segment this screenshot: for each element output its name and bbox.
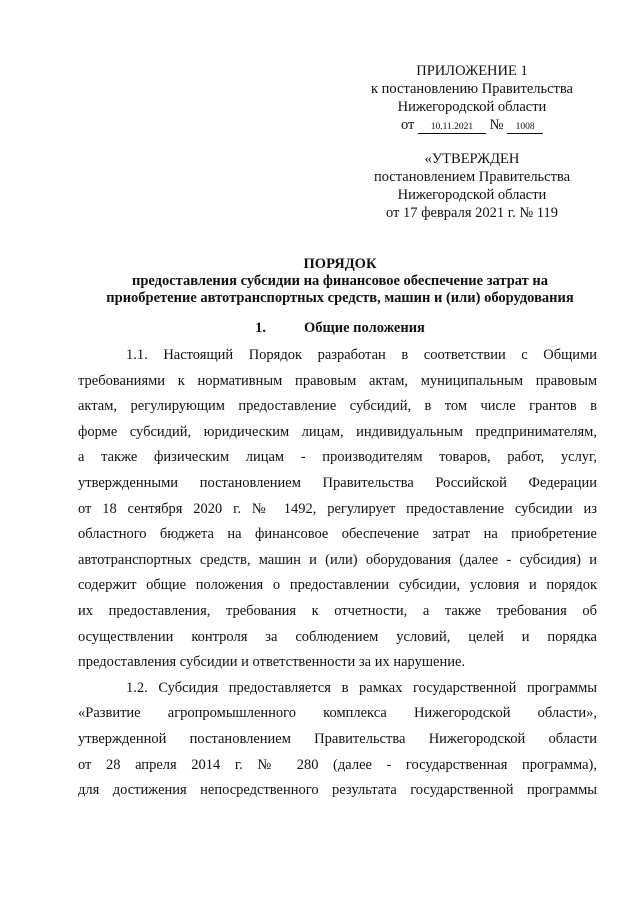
approved-line-2: постановлением Правительства: [373, 169, 571, 185]
paragraph-line: от 18 сентября 2020 г. № 1492, регулирует предоставление субсидии из: [78, 500, 597, 517]
appendix-line-3: Нижегородской области: [397, 99, 547, 115]
section-number: 1.: [255, 320, 266, 336]
paragraph-line: содержит общие положения о предоставлении субсидии, условия и порядок: [78, 577, 597, 594]
paragraph-1-1: [78, 343, 597, 676]
paragraph-line: «Развитие агропромышленного комплекса Нижегородской области»,: [78, 705, 597, 722]
resolution-number: 1008: [507, 121, 543, 134]
title-line-3: приобретение автотранспортных средств, машин и (или) оборудования: [106, 290, 574, 306]
resolution-date: 10.11.2021: [418, 121, 486, 134]
from-label: от: [400, 117, 415, 133]
appendix-header: [352, 62, 592, 134]
paragraph-line: утвержденными постановлением Правительства Российской Федерации: [78, 474, 597, 491]
paragraph-line: утвержденной постановлением Правительства Нижегородской области: [78, 730, 597, 747]
paragraph-line: осуществлении контроля за соблюдением условий, целей и порядка: [78, 628, 597, 645]
paragraph-line: областного бюджета на финансовое обеспечение затрат на приобретение: [78, 526, 597, 543]
paragraph-line: автотранспортных средств, машин и (или) оборудования (далее - субсидия) и: [78, 551, 597, 568]
paragraph-line: их предоставления, требования к отчетности, а также требования об: [78, 602, 597, 619]
paragraph-line: а также физическим лицам - производителям товаров, работ, услуг,: [78, 449, 597, 466]
body-text: [78, 343, 597, 804]
section-title: Общие положения: [303, 320, 425, 336]
paragraph-1-2: [78, 676, 597, 804]
approved-line-3: Нижегородской области: [397, 187, 547, 203]
number-sign: №: [489, 117, 504, 133]
document-title: [70, 256, 610, 307]
appendix-line-2: к постановлению Правительства: [371, 81, 573, 97]
appendix-title: ПРИЛОЖЕНИЕ 1: [416, 63, 528, 79]
paragraph-line: от 28 апреля 2014 г. № 280 (далее - государственная программа),: [78, 756, 597, 773]
approval-stamp-text: [352, 150, 592, 222]
paragraph-line: предоставления субсидии и ответственности за их нарушение.: [78, 654, 466, 671]
paragraph-line: 1.1. Настоящий Порядок разработан в соответствии с Общими: [126, 347, 597, 363]
paragraph-line: для достижения непосредственного результата государственной программы: [78, 782, 597, 799]
title-line-1: ПОРЯДОК: [303, 256, 377, 272]
title-line-2: предоставления субсидии на финансовое обеспечение затрат на: [131, 273, 549, 289]
paragraph-line: требованиями к нормативным правовым актам, муниципальным правовым: [78, 372, 597, 389]
approved-line-4: от 17 февраля 2021 г. № 119: [385, 205, 559, 221]
paragraph-line: форме субсидий, юридическим лицам, индивидуальным предпринимателям,: [78, 423, 597, 440]
approved-line-1: «УТВЕРЖДЕН: [424, 151, 520, 167]
paragraph-line: 1.2. Субсидия предоставляется в рамках государственной программы: [126, 679, 597, 696]
paragraph-line: актам, регулирующим предоставление субсидий, в том числе грантов в: [78, 398, 597, 415]
appendix-date-line: [352, 116, 592, 134]
section-heading: [70, 320, 610, 337]
